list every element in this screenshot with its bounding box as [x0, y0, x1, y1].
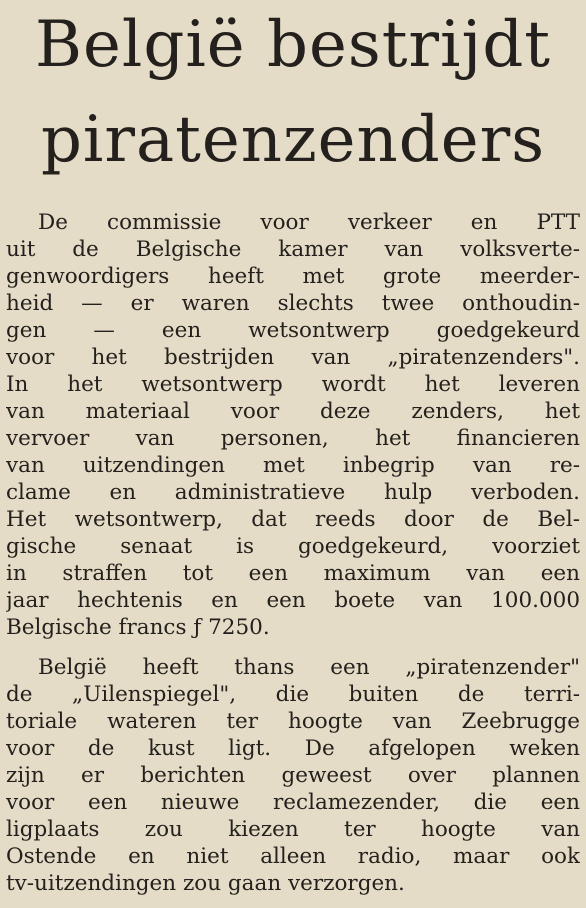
paragraph-1-line: De commissie voor verkeer en PTT	[38, 210, 580, 235]
paragraph-1-line: uit de Belgische kamer van volksverte-	[6, 237, 580, 262]
paragraph-2-line: toriale wateren ter hoogte van Zeebrugge	[6, 709, 580, 734]
paragraph-2-line: ligplaats zou kiezen ter hoogte van	[6, 817, 580, 842]
paragraph-2-line: Ostende en niet alleen radio, maar ook	[6, 844, 580, 869]
paragraph-1-line: heid — er waren slechts twee onthoudin-	[6, 291, 580, 316]
paragraph-2-line: de „Uilenspiegel", die buiten de terri-	[6, 682, 580, 707]
paragraph-2-line: zijn er berichten geweest over plannen	[6, 763, 580, 788]
paragraph-1-line: Belgische francs ƒ 7250.	[6, 615, 270, 640]
paragraph-2-line: voor de kust ligt. De afgelopen weken	[6, 736, 580, 761]
paragraph-1-line: gen — een wetsontwerp goedgekeurd	[6, 318, 580, 343]
paragraph-1-line: in straffen tot een maximum van een	[6, 561, 580, 586]
paragraph-1-line: gische senaat is goedgekeurd, voorziet	[6, 534, 580, 559]
headline-line-2: piratenzenders	[40, 103, 546, 177]
paragraph-1-line: voor het bestrijden van „piratenzenders".	[6, 345, 580, 370]
paragraph-1-line: clame en administratieve hulp verboden.	[6, 480, 580, 505]
paragraph-1-line: vervoer van personen, het financieren	[6, 426, 580, 451]
paragraph-1-line: In het wetsontwerp wordt het leveren	[6, 372, 580, 397]
paragraph-2-line: voor een nieuwe reclamezender, die een	[6, 790, 580, 815]
paragraph-1-line: jaar hechtenis en een boete van 100.000	[6, 588, 580, 613]
paragraph-1-line: genwoordigers heeft met grote meerder-	[6, 264, 580, 289]
paragraph-1-line: Het wetsontwerp, dat reeds door de Bel-	[6, 507, 580, 532]
paragraph-1-line: van materiaal voor deze zenders, het	[6, 399, 580, 424]
paragraph-2-line: tv-uitzendingen zou gaan verzorgen.	[6, 871, 405, 896]
headline-line-1: België bestrijdt	[34, 8, 552, 82]
paragraph-2-line: België heeft thans een „piratenzender"	[38, 655, 580, 680]
paragraph-1-line: van uitzendingen met inbegrip van re-	[6, 453, 580, 478]
